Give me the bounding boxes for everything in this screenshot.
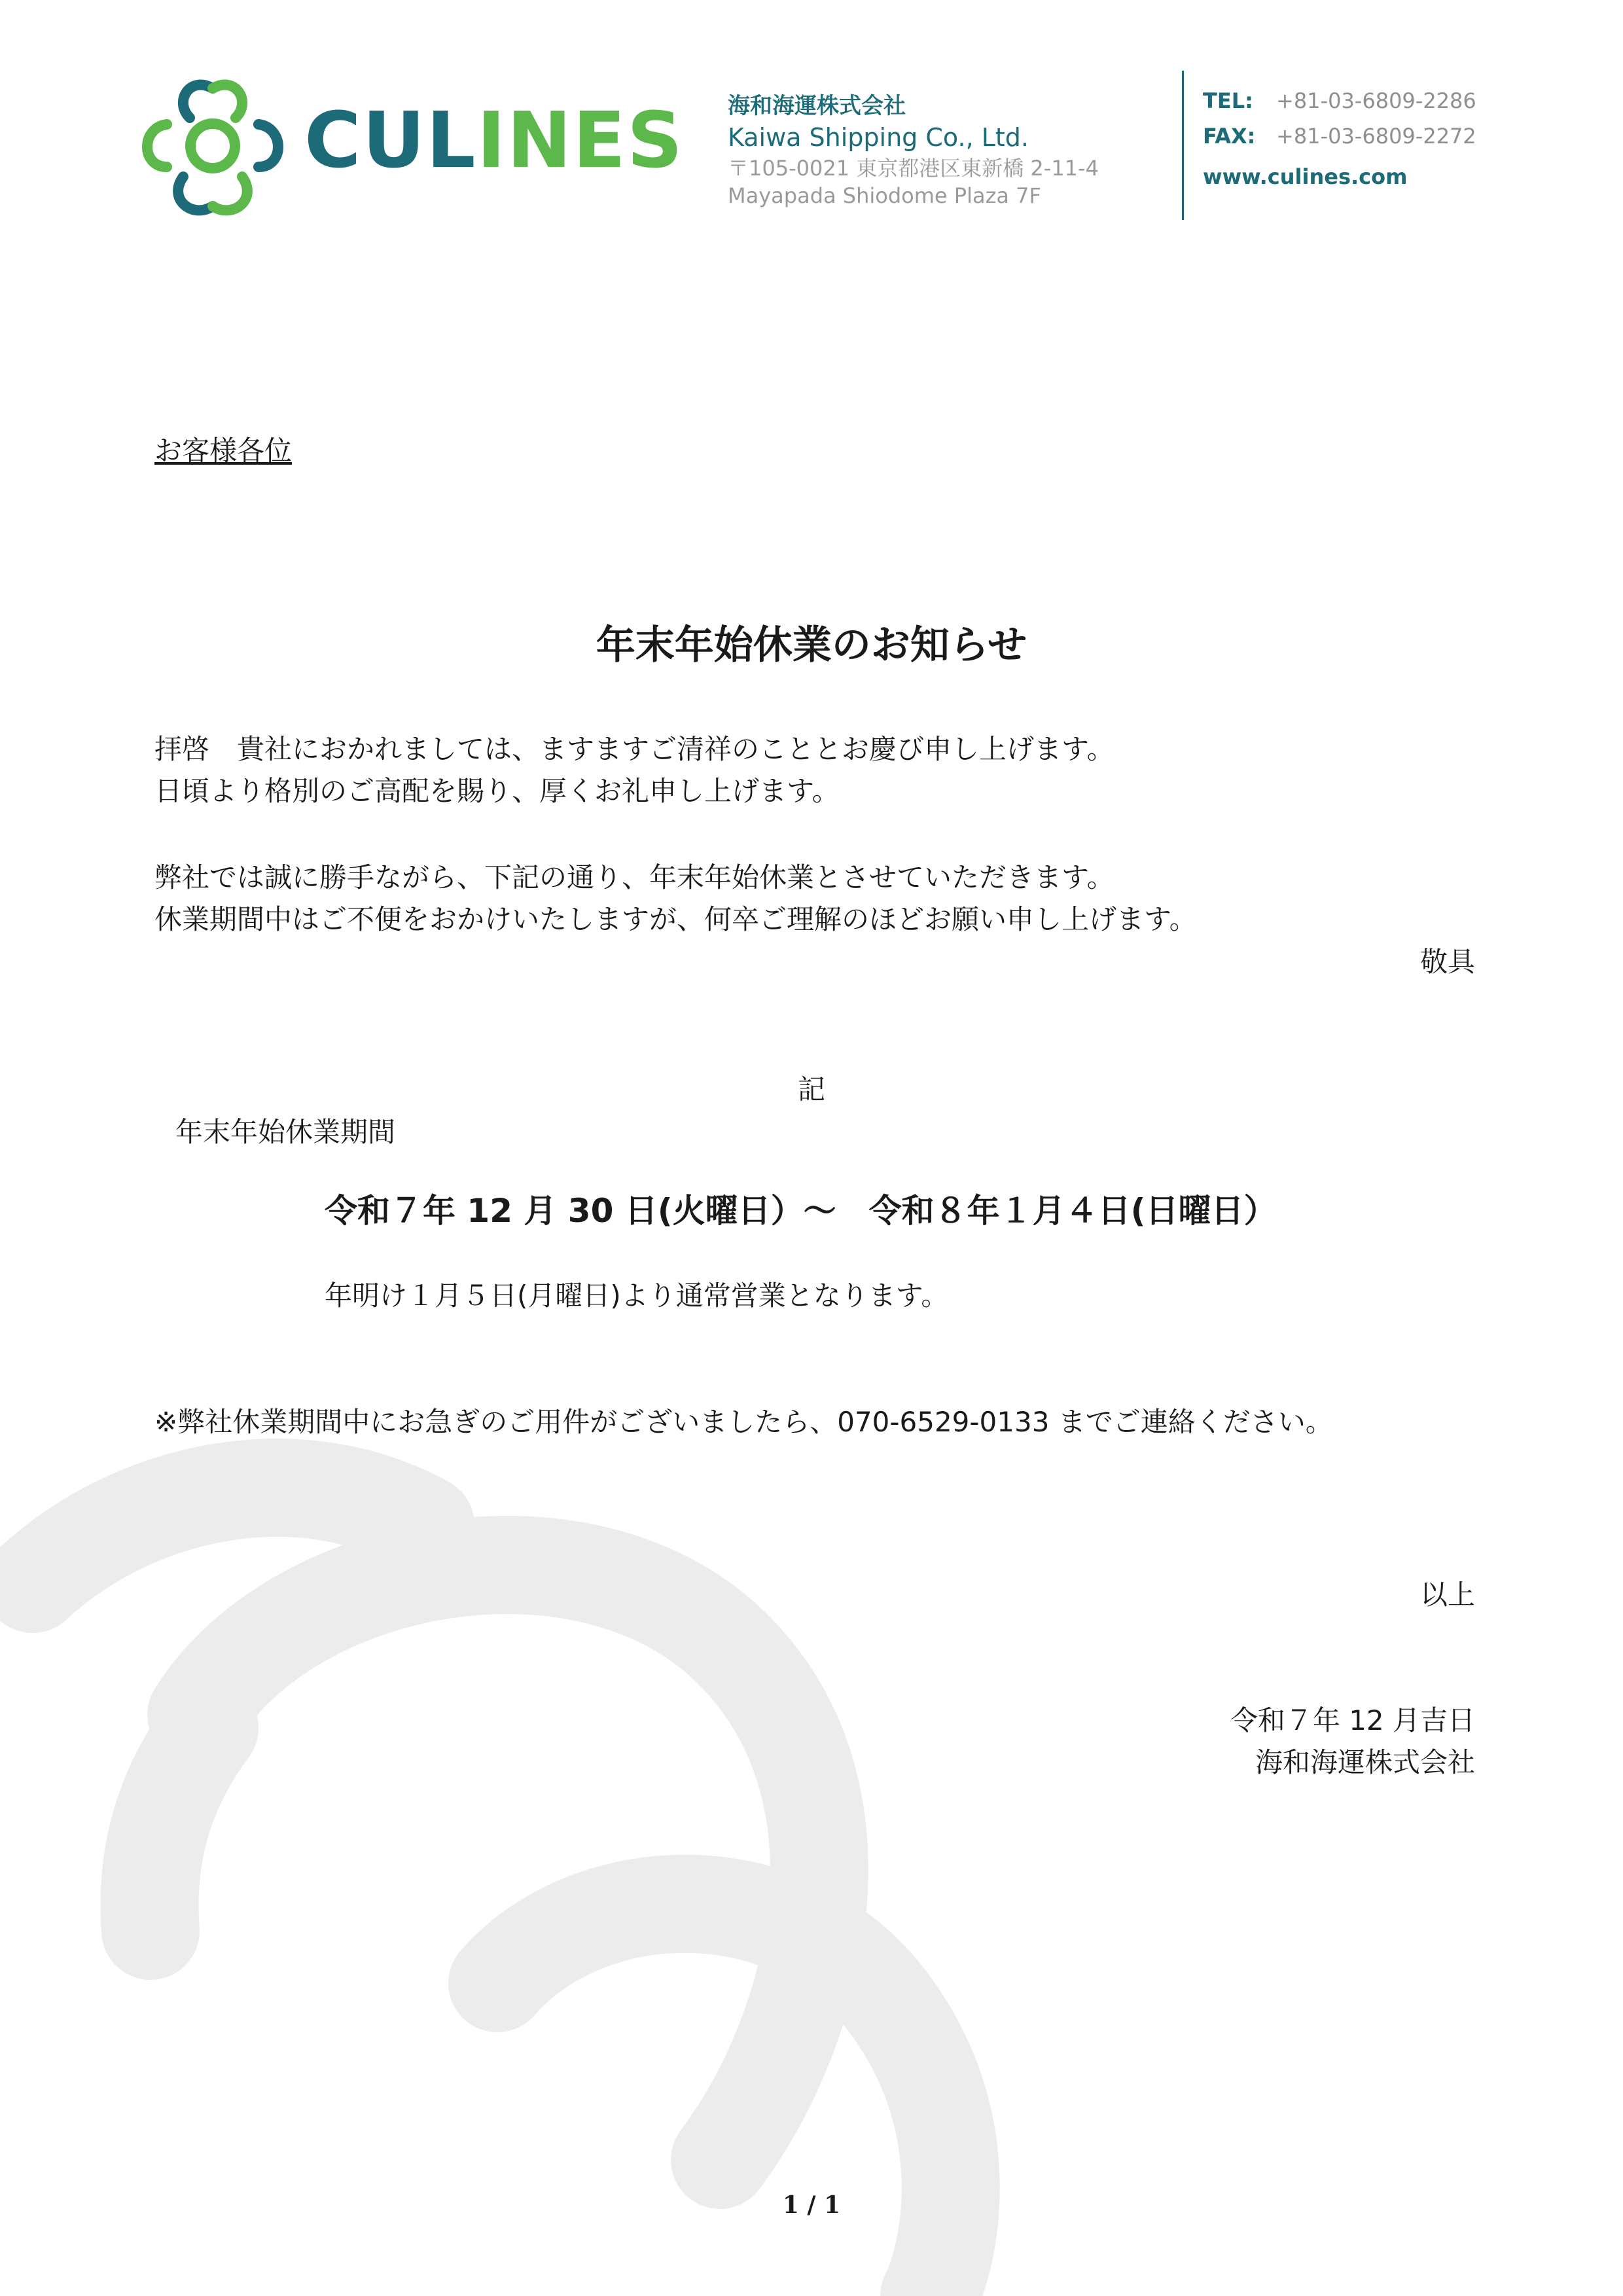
notice-title: 年末年始休業のお知らせ — [596, 622, 1027, 668]
notice-line-1: 弊社では誠に勝手ながら、下記の通り、年末年始休業とさせていただきます。 — [154, 861, 1115, 893]
header-divider — [1182, 71, 1184, 220]
tel-value: +81-03-6809-2286 — [1276, 88, 1476, 113]
brand-wordmark-ines: INES — [476, 95, 684, 185]
holiday-period-dates: 令和７年 12 月 30 日(火曜日）～ 令和８年１月４日(日曜日） — [325, 1192, 1277, 1230]
brand-wordmark-cul: CUL — [304, 95, 477, 185]
address-line-1: 〒105-0021 東京都港区東新橋 2-11-4 — [728, 156, 1099, 181]
letter-signer: 海和海運株式会社 — [1255, 1746, 1475, 1778]
letter-date: 令和７年 12 月吉日 — [1230, 1704, 1475, 1736]
page-number: 1 / 1 — [782, 2191, 841, 2219]
closing-keigu: 敬具 — [1419, 946, 1475, 978]
website-link[interactable]: www.culines.com — [1203, 164, 1408, 189]
contact-block — [1203, 90, 1476, 187]
fax-label: FAX: — [1203, 124, 1256, 149]
greeting-line-1: 拝啓 貴社におかれましては、ますますご清祥のこととお慶び申し上げます。 — [154, 733, 1115, 765]
ki-heading: 記 — [797, 1073, 825, 1105]
fax-row — [1203, 126, 1476, 147]
emergency-contact-note: ※弊社休業期間中にお急ぎのご用件がございましたら、070-6529-0133 までご連絡ください。 — [154, 1406, 1333, 1438]
letterhead — [0, 0, 1623, 236]
address-line-2: Mayapada Shiodome Plaza 7F — [728, 183, 1041, 208]
culines-flower-logo-icon — [128, 69, 298, 226]
company-name-en: Kaiwa Shipping Co., Ltd. — [728, 123, 1029, 152]
fax-value: +81-03-6809-2272 — [1276, 124, 1476, 149]
company-name-jp: 海和海運株式会社 — [728, 93, 906, 119]
company-block — [728, 95, 1099, 213]
tel-label: TEL: — [1203, 88, 1253, 113]
holiday-period-label: 年末年始休業期間 — [175, 1116, 396, 1148]
greeting-line-2: 日頃より格別のご高配を賜り、厚くお礼申し上げます。 — [154, 775, 840, 807]
resume-business-note: 年明け１月５日(月曜日)より通常営業となります。 — [325, 1280, 949, 1312]
notice-line-2: 休業期間中はご不便をおかけいたしますが、何卒ご理解のほどお願い申し上げます。 — [154, 903, 1197, 935]
closing-ijou: 以上 — [1419, 1579, 1475, 1611]
brand-wordmark — [304, 95, 684, 185]
addressee: お客様各位 — [154, 435, 293, 467]
tel-row — [1203, 90, 1476, 111]
